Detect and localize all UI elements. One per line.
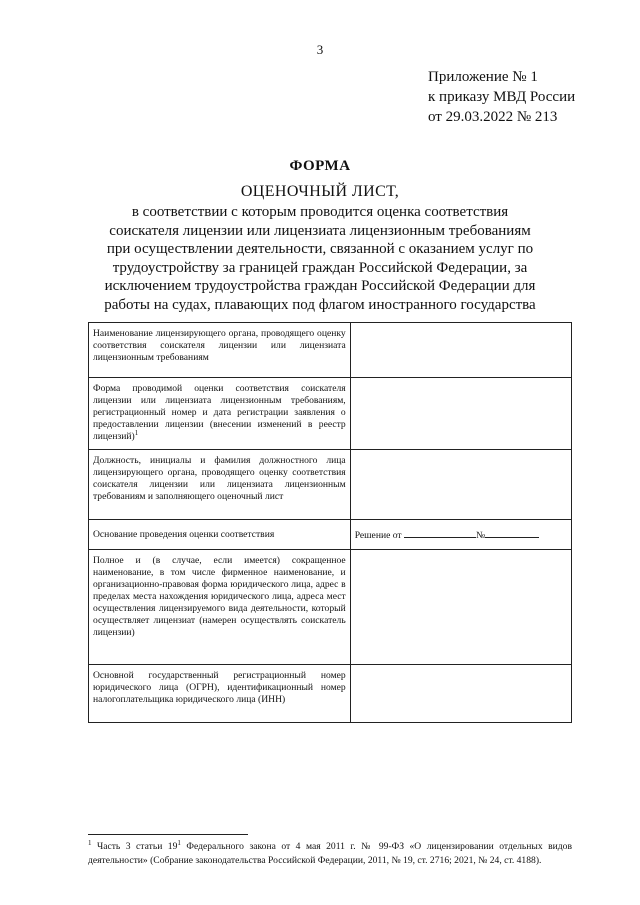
footnote (88, 840, 572, 867)
table-row (89, 520, 572, 550)
row-label-legal-entity: Полное и (в случае, если имеется) сокращенное наименование, в том числе фирменное наименование, и организационно-правовая форма юридического лица, адрес в пределах места нахождения юридического лица, адреса мест осуществления лицензируемого вида деятельности, который осуществляет лицензиат (намерен осуществлять соискатель лицензии) (89, 550, 351, 665)
footnote-ref: 1 (134, 428, 139, 437)
row-value-basis (350, 520, 571, 550)
row-value-assessment-form (350, 378, 571, 450)
form-label: ФОРМА (289, 158, 351, 174)
row-value-ogrn-inn (350, 665, 571, 723)
row-value-licensing-authority (350, 323, 571, 378)
appendix-block (428, 67, 575, 127)
document-title: ОЦЕНОЧНЫЙ ЛИСТ, (240, 183, 400, 200)
row-label-basis: Основание проведения оценки соответствия (89, 520, 351, 550)
footnote-text-a: Часть 3 статьи 19 (91, 841, 178, 852)
decision-prefix: Решение от (354, 530, 402, 541)
table-row (89, 378, 572, 450)
table-row (89, 450, 572, 520)
decision-number-sign: № (476, 530, 486, 541)
row-value-official (350, 450, 571, 520)
document-subtitle: в соответствии с которым проводится оценка соответствия соискателя лицензии или лицензиата лицензионным требованиям при осуществлении деятельности, связанной с оказанием услуг по трудоустройству за границей граждан Российской Федерации, за исключением трудоустройства граждан Российской Федерации для работы на судах, плавающих под флагом иностранного государства (104, 204, 536, 313)
table-row (89, 550, 572, 665)
footnote-article-sup: 1 (177, 838, 181, 847)
row-value-legal-entity (350, 550, 571, 665)
footnote-text-b: Федерального закона от 4 мая 2011 г. № 99-ФЗ «О лицензировании отдельных видов деятельности» (Собрание законодательства Российской Федерации, 2011, № 19, ст. 2716; 2021, № 24, ст. 4188). (88, 841, 572, 866)
footnote-mark: 1 (88, 838, 92, 847)
assessment-table (88, 322, 572, 723)
row-label-official: Должность, инициалы и фамилия должностного лица лицензирующего органа, проводящего оценку соответствия соискателя лицензии или лицензиата лицензионным требованиям и заполняющего оценочный лист (89, 450, 351, 520)
decision-date-blank (404, 529, 476, 538)
decision-number-blank (485, 529, 539, 538)
page-number: 3 (316, 42, 324, 57)
table-row (89, 665, 572, 723)
appendix-line-2: к приказу МВД России (428, 89, 576, 105)
appendix-line-3: от 29.03.2022 № 213 (428, 109, 558, 125)
row-label-assessment-form-text: Форма проводимой оценки соответствия соискателя лицензии или лицензиата лицензионным требованиям, регистрационный номер и дата регистрации заявления о предоставлении лицензии (внесении изменений в реестр лицензий) (93, 383, 346, 442)
appendix-line-1: Приложение № 1 (428, 69, 538, 85)
row-label-licensing-authority: Наименование лицензирующего органа, проводящего оценку соответствия соискателя лицензии или лицензиата лицензионным требованиям (89, 323, 351, 378)
row-label-ogrn-inn: Основной государственный регистрационный номер юридического лица (ОГРН), идентификационный номер налогоплательщика юридического лица (ИНН) (89, 665, 351, 723)
row-label-assessment-form (89, 378, 351, 450)
footnote-divider (88, 834, 248, 835)
table-row (89, 323, 572, 378)
